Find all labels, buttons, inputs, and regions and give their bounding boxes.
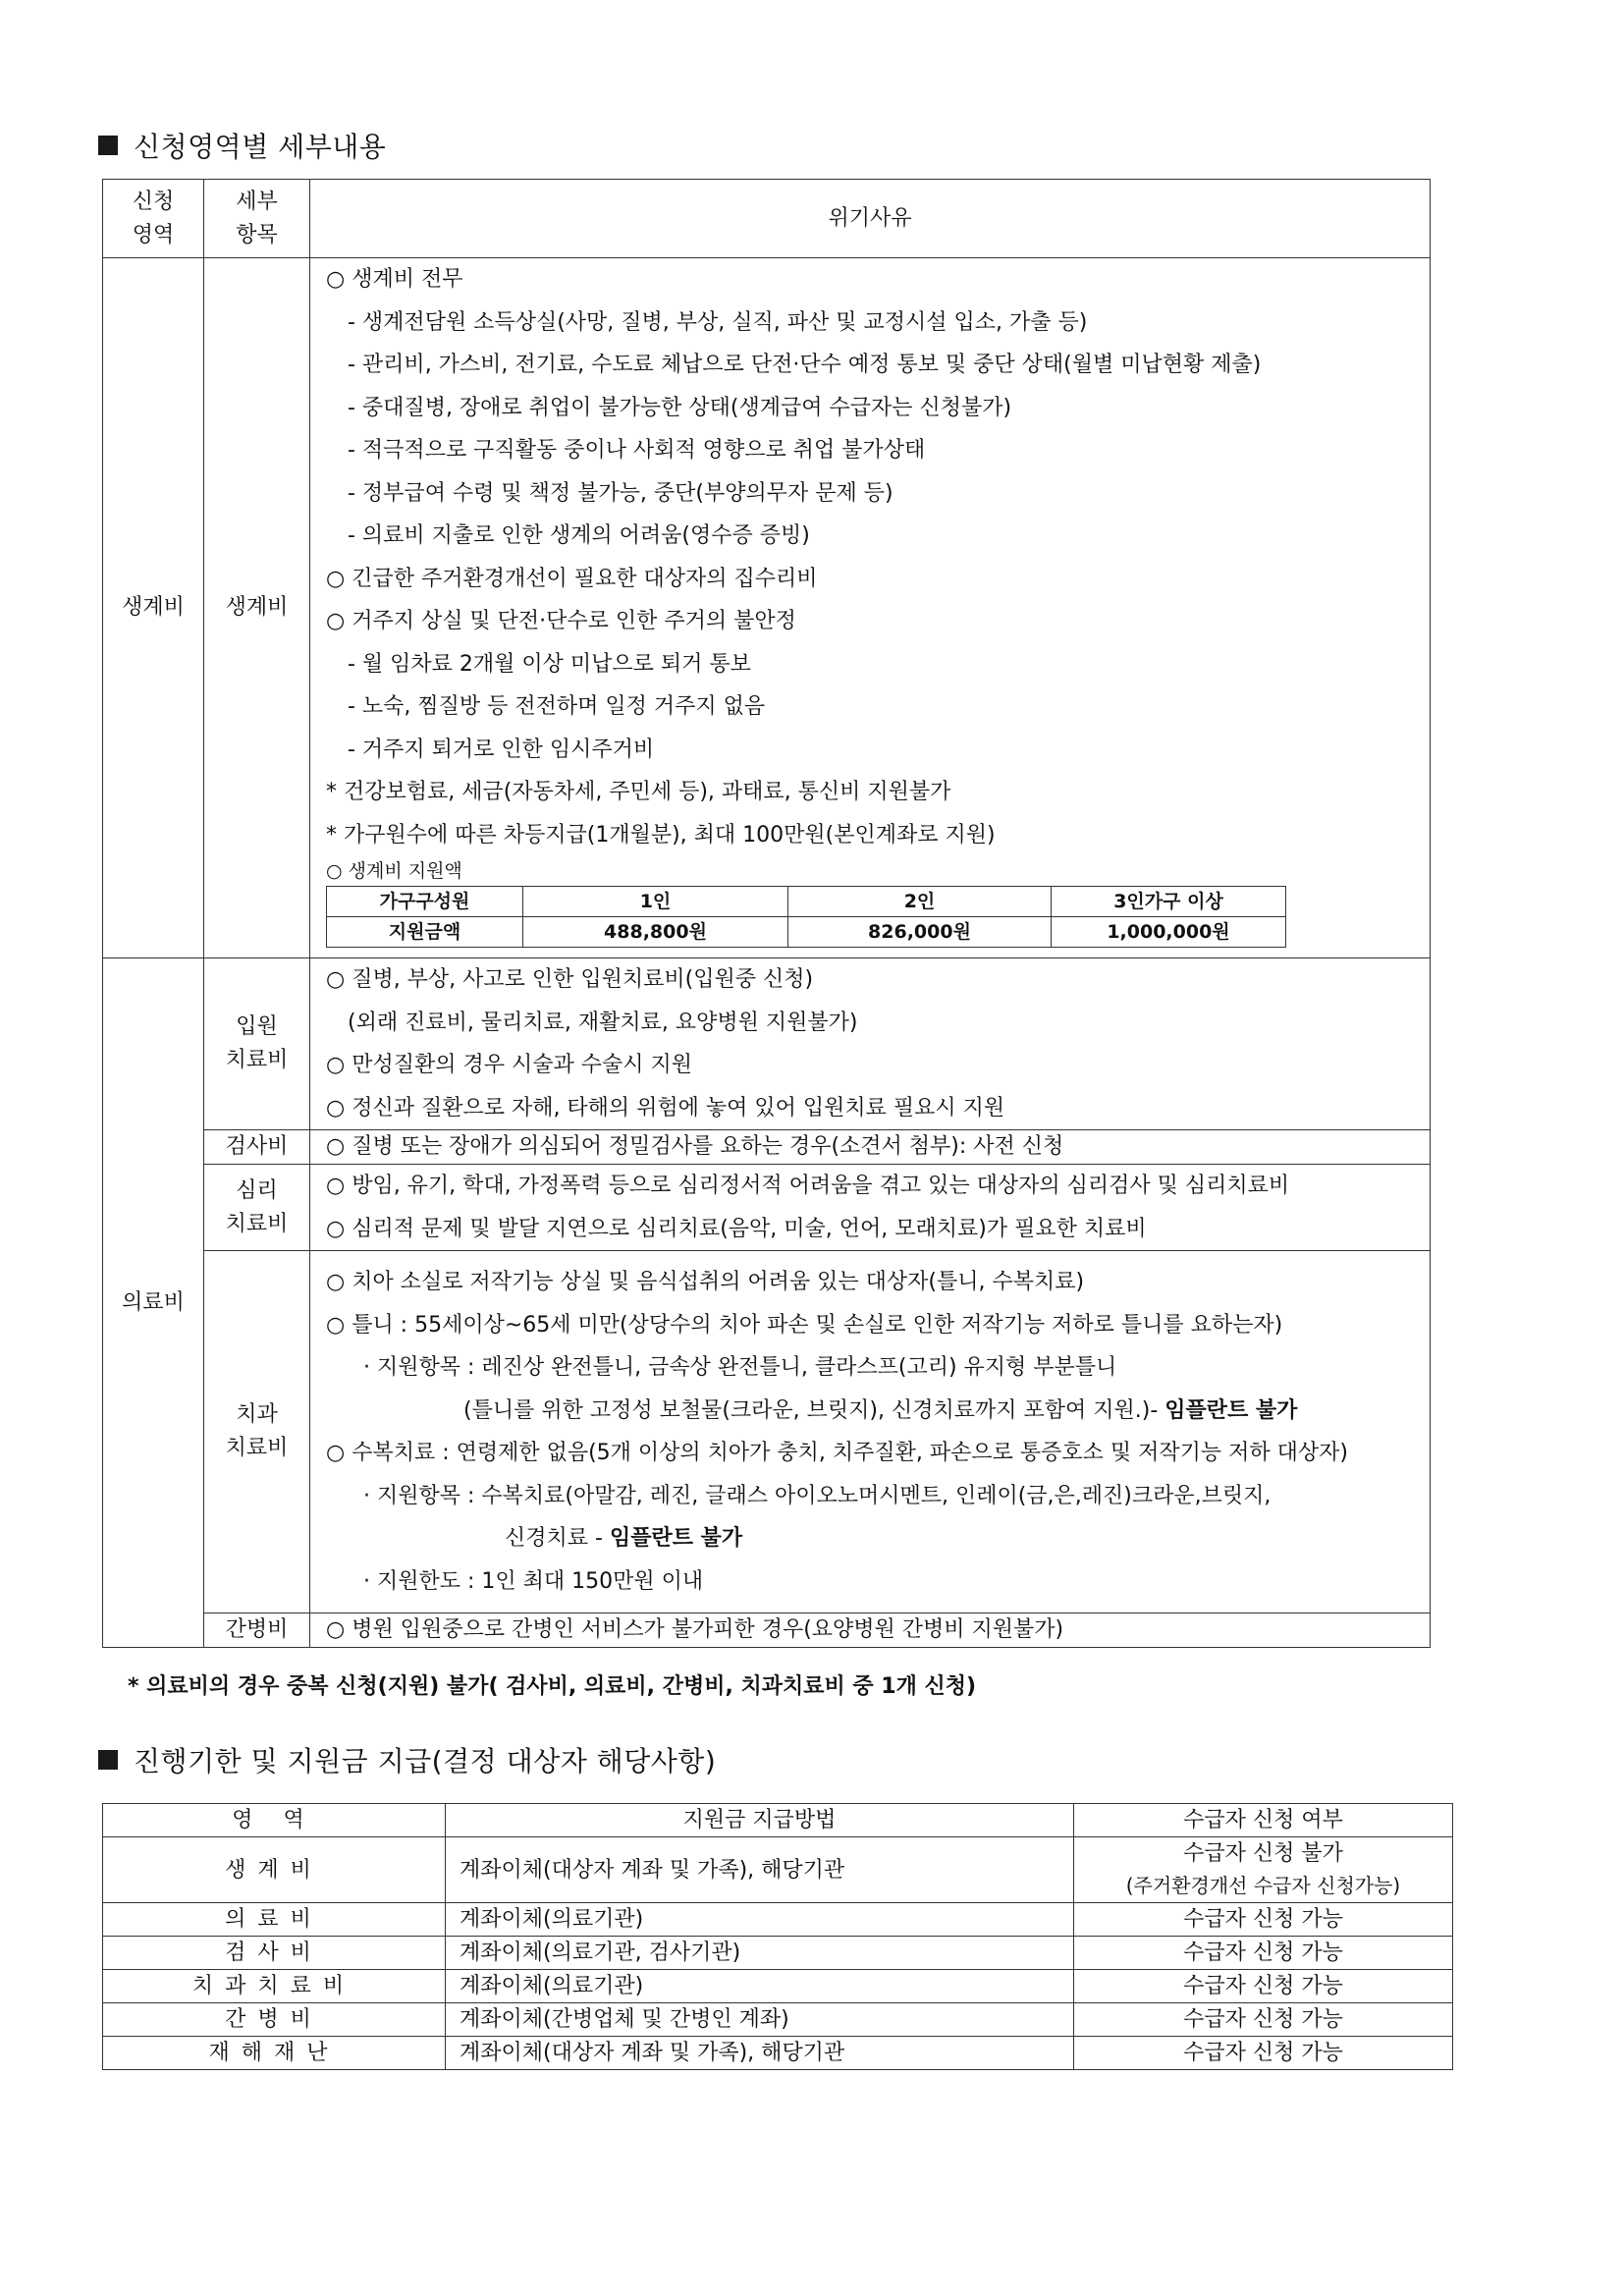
reason-line: - 정부급여 수령 및 책정 불가능, 중단(부양의무자 문제 등): [348, 480, 893, 506]
amount-header-row: 가구구성원 1인 2인 3인가구 이상: [327, 887, 1286, 917]
reason-line: ○ 치아 소실로 저작기능 상실 및 음식섭취의 어려움 있는 대상자(틀니, 수복치료): [326, 1270, 1085, 1294]
payment-row: [103, 1970, 1453, 2003]
payment-status: 수급자 신청 가능: [1074, 1937, 1453, 1970]
header-reason: 위기사유: [310, 180, 1431, 258]
payment-area: 치과치료비: [103, 1970, 446, 2003]
amount-value-row: 지원금액 488,800원 826,000원 1,000,000원: [327, 917, 1286, 948]
payment-row: [103, 2003, 1453, 2037]
payment-status: 수급자 신청 가능: [1074, 1970, 1453, 2003]
medical-note: * 의료비의 경우 중복 신청(지원) 불가( 검사비, 의료비, 간병비, 치과치료비 중 1개 신청): [128, 1674, 977, 1699]
reason-line: ○ 거주지 상실 및 단전·단수로 인한 주거의 불안정: [326, 609, 796, 633]
inpatient-reasons: [310, 958, 1431, 1130]
reason-line: ○ 병원 입원중으로 간병인 서비스가 불가피한 경우(요양병원 간병비 지원불가): [326, 1617, 1064, 1642]
square-bullet-icon: [98, 136, 118, 155]
psych-row: [103, 1165, 1431, 1251]
reason-line: - 생계전담원 소득상실(사망, 질병, 부상, 실직, 파산 및 교정시설 입소, 가출 등): [348, 309, 1088, 335]
details-header-row: [103, 180, 1431, 258]
section-title-text: 진행기한 및 지원금 지급(결정 대상자 해당사항): [134, 1745, 717, 1777]
reason-line: ○ 질병 또는 장애가 의심되어 정밀검사를 요하는 경우(소견서 첨부): 사전 신청: [326, 1134, 1064, 1159]
reason-line: (틀니를 위한 고정성 보철물(크라운, 브릿지), 신경치료까지 포함여 지원.)- 임플란트 불가: [463, 1397, 1298, 1423]
payment-area: 간병비: [103, 2003, 446, 2037]
section-title-payment: [98, 1740, 716, 1779]
payment-method: 계좌이체(의료기관, 검사기관): [446, 1937, 1074, 1970]
reason-line: · 지원한도 : 1인 최대 150만원 이내: [363, 1568, 704, 1594]
payment-row: [103, 1903, 1453, 1937]
item-dental: 치과 치료비: [204, 1251, 310, 1613]
payment-status: 수급자 신청 가능: [1074, 2003, 1453, 2037]
caregiver-reasons: [310, 1613, 1431, 1648]
reason-line: - 노숙, 찜질방 등 전전하며 일정 거주지 없음: [348, 694, 766, 719]
payment-method: 계좌이체(대상자 계좌 및 가족), 해당기관: [446, 1837, 1074, 1903]
item-exam: 검사비: [204, 1130, 310, 1165]
reason-line: ○ 틀니 : 55세이상~65세 미만(상당수의 치아 파손 및 손실로 인한 저작기능 저하로 틀니를 요하는자): [326, 1312, 1283, 1338]
payment-area: 생계비: [103, 1837, 446, 1903]
details-table: [102, 179, 1431, 1648]
reason-line: ○ 심리적 문제 및 발달 지연으로 심리치료(음악, 미술, 언어, 모래치료)가 필요한 치료비: [326, 1216, 1147, 1241]
payment-area: 검사비: [103, 1937, 446, 1970]
payment-header-area: 영 역: [103, 1804, 446, 1837]
reason-line: - 중대질병, 장애로 취업이 불가능한 상태(생계급여 수급자는 신청불가): [348, 395, 1012, 420]
exam-reasons: [310, 1130, 1431, 1165]
reason-line: ○ 긴급한 주거환경개선이 필요한 대상자의 집수리비: [326, 566, 818, 591]
reason-line: (외래 진료비, 물리치료, 재활치료, 요양병원 지원불가): [348, 1010, 858, 1035]
item-living: 생계비: [204, 258, 310, 958]
item-caregiver: 간병비: [204, 1613, 310, 1648]
reason-line: - 의료비 지출로 인한 생계의 어려움(영수증 증빙): [348, 523, 810, 548]
section-title-details: [98, 126, 386, 165]
living-lines: [310, 258, 1430, 856]
amount-table: [326, 886, 1286, 948]
reason-line: - 월 임차료 2개월 이상 미납으로 퇴거 통보: [348, 651, 751, 677]
payment-header-status: 수급자 신청 여부: [1074, 1804, 1453, 1837]
caregiver-row: [103, 1613, 1431, 1648]
reason-line: * 가구원수에 따른 차등지급(1개월분), 최대 100만원(본인계좌로 지원): [326, 822, 996, 847]
payment-header-method: 지원금 지급방법: [446, 1804, 1074, 1837]
item-inpatient: 입원 치료비: [204, 958, 310, 1130]
payment-row: [103, 2037, 1453, 2070]
payment-rows: [103, 1837, 1453, 2070]
square-bullet-icon: [98, 1750, 118, 1770]
reason-line: · 지원항목 : 수복치료(아말감, 레진, 글래스 아이오노머시멘트, 인레이(금,은,레진)크라운,브릿지,: [363, 1483, 1272, 1508]
payment-row: [103, 1837, 1453, 1903]
dental-row: [103, 1251, 1431, 1613]
payment-area: 재해재난: [103, 2037, 446, 2070]
reason-line: * 건강보험료, 세금(자동차세, 주민세 등), 과태료, 통신비 지원불가: [326, 780, 951, 804]
header-area: 신청 영역: [103, 180, 204, 258]
payment-method: 계좌이체(간병업체 및 간병인 계좌): [446, 2003, 1074, 2037]
inpatient-row: [103, 958, 1431, 1130]
payment-header-row: [103, 1804, 1453, 1837]
area-medical: 의료비: [103, 958, 204, 1648]
reason-line: ○ 질병, 부상, 사고로 인한 입원치료비(입원중 신청): [326, 967, 814, 992]
psych-reasons: [310, 1165, 1431, 1251]
reason-line: - 거주지 퇴거로 인한 임시주거비: [348, 737, 655, 762]
reason-line: ○ 생계비 전무: [326, 267, 463, 292]
reason-line: - 적극적으로 구직활동 중이나 사회적 영향으로 취업 불가상태: [348, 438, 926, 463]
payment-method: 계좌이체(의료기관): [446, 1903, 1074, 1937]
reason-line: - 관리비, 가스비, 전기료, 수도료 체납으로 단전·단수 예정 통보 및 중단 상태(월별 미납현황 제출): [348, 353, 1262, 377]
header-item: 세부 항목: [204, 180, 310, 258]
payment-status: 수급자 신청 불가 (주거환경개선 수급자 신청가능): [1074, 1837, 1453, 1903]
reason-line: · 지원항목 : 레진상 완전틀니, 금속상 완전틀니, 클라스프(고리) 유지형 부분틀니: [363, 1355, 1117, 1380]
reason-line: ○ 만성질환의 경우 시술과 수술시 지원: [326, 1053, 692, 1077]
dental-reasons: [310, 1251, 1431, 1613]
payment-status: 수급자 신청 가능: [1074, 2037, 1453, 2070]
living-reasons: [310, 258, 1431, 958]
payment-area: 의료비: [103, 1903, 446, 1937]
payment-status: 수급자 신청 가능: [1074, 1903, 1453, 1937]
payment-row: [103, 1937, 1453, 1970]
reason-line: ○ 수복치료 : 연령제한 없음(5개 이상의 치아가 충치, 치주질환, 파손으로 통증호소 및 저작기능 저하 대상자): [326, 1441, 1348, 1465]
living-row: [103, 258, 1431, 958]
section-title-text: 신청영역별 세부내용: [134, 131, 387, 163]
payment-method: 계좌이체(대상자 계좌 및 가족), 해당기관: [446, 2037, 1074, 2070]
item-psych: 심리 치료비: [204, 1165, 310, 1251]
exam-row: [103, 1130, 1431, 1165]
reason-line: ○ 방임, 유기, 학대, 가정폭력 등으로 심리정서적 어려움을 겪고 있는 대상자의 심리검사 및 심리치료비: [326, 1174, 1290, 1198]
reason-line: 신경치료 - 임플란트 불가: [505, 1526, 743, 1551]
payment-method: 계좌이체(의료기관): [446, 1970, 1074, 2003]
area-living: 생계비: [103, 258, 204, 958]
reason-line: ○ 정신과 질환으로 자해, 타해의 위험에 놓여 있어 입원치료 필요시 지원: [326, 1095, 1005, 1121]
payment-table: [102, 1803, 1453, 2070]
amount-title: ○ 생계비 지원액: [326, 860, 462, 882]
